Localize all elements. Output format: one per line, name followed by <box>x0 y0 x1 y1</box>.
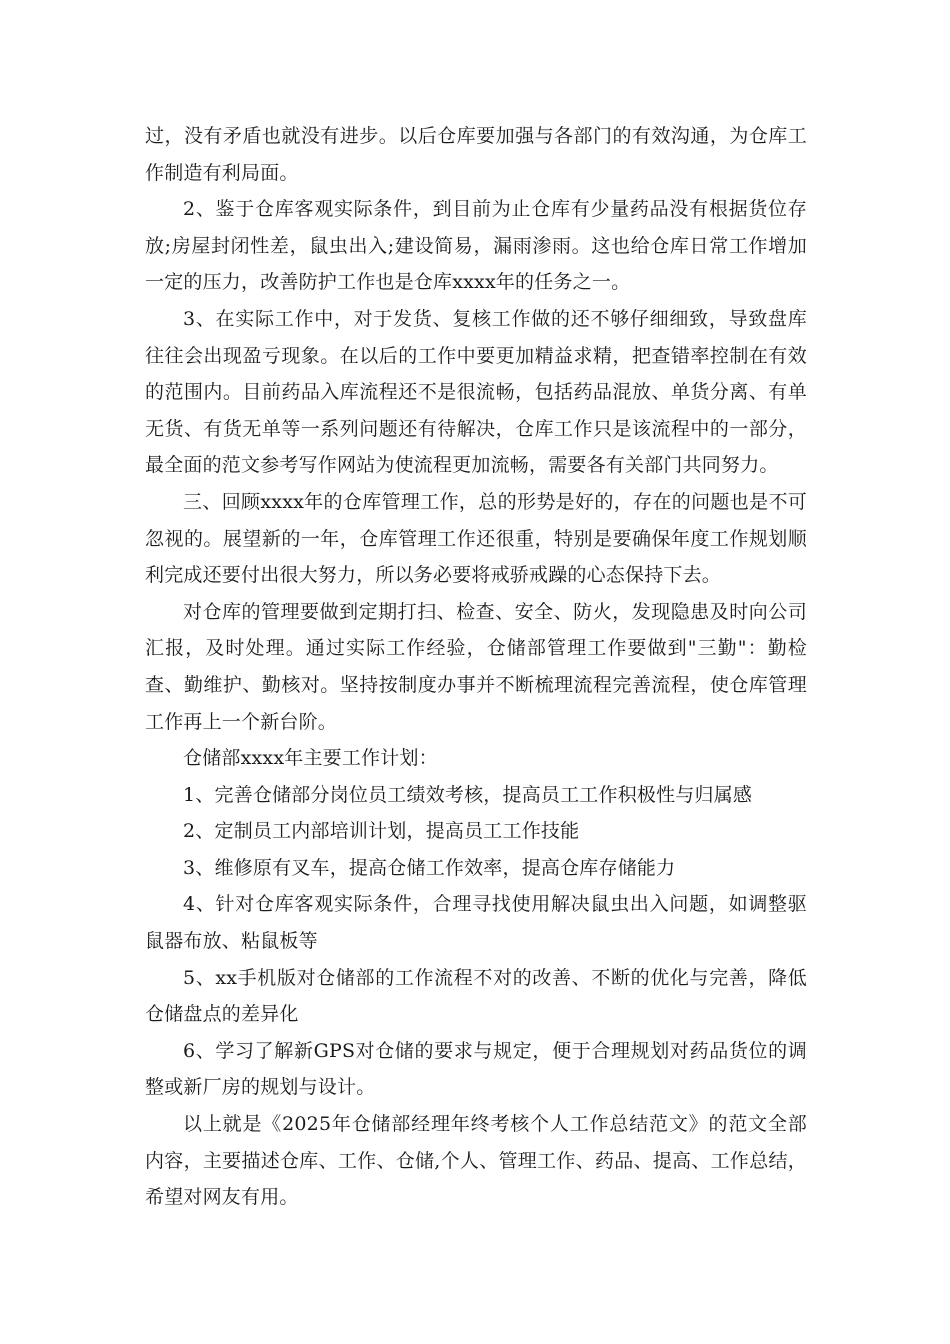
plan-item-1: 1、完善仓储部分岗位员工绩效考核，提高员工工作积极性与归属感 <box>183 783 753 806</box>
paragraph-management: 对仓库的管理要做到定期打扫、检查、安全、防火，发现隐患及时向公司汇报，及时处理。通过实际工作经验，仓储部管理工作要做到"三勤"：勤检查、勤维护、勤核对。坚持按制度办事并不断梳理流程完善流程，使仓库管理工作再上一个新台阶。 <box>145 600 807 733</box>
plan-item-3: 3、维修原有叉车，提高仓储工作效率，提高仓库存储能力 <box>183 856 676 879</box>
document-body <box>145 118 807 1216</box>
closing-paragraph: 以上就是《2025年仓储部经理年终考核个人工作总结范文》的范文全部内容，主要描述仓库、工作、仓储,个人、管理工作、药品、提高、工作总结，希望对网友有用。 <box>145 1113 807 1209</box>
plan-item-6: 6、学习了解新GPS对仓储的要求与规定，便于合理规划对药品货位的调整或新厂房的规划与设计。 <box>145 1039 807 1099</box>
plan-heading: 仓储部xxxx年主要工作计划： <box>183 747 438 770</box>
paragraph-item-2: 2、鉴于仓库客观实际条件，到目前为止仓库有少量药品没有根据货位存放;房屋封闭性差，鼠虫出入;建设简易，漏雨渗雨。这也给仓库日常工作增加一定的压力，改善防护工作也是仓库xxxx年的任务之一。 <box>145 198 807 294</box>
plan-item-5: 5、xx手机版对仓储部的工作流程不对的改善、不断的优化与完善，降低仓储盘点的差异化 <box>145 966 807 1026</box>
paragraph-section-3: 三、回顾xxxx年的仓库管理工作，总的形势是好的，存在的问题也是不可忽视的。展望新的一年，仓库管理工作还很重，特别是要确保年度工作规划顺利完成还要付出很大努力，所以务必要将戒骄戒躁的心态保持下去。 <box>145 490 807 587</box>
paragraph-item-3: 3、在实际工作中，对于发货、复核工作做的还不够仔细细致，导致盘库往往会出现盈亏现象。在以后的工作中要更加精益求精，把查错率控制在有效的范围内。目前药品入库流程还不是很流畅，包括药品混放、单货分离、有单无货、有货无单等一系列问题还有待解决，仓库工作只是该流程中的一部分，最全面的范文参考写作网站为使流程更加流畅，需要各有关部门共同努力。 <box>145 307 807 477</box>
paragraph-continuation: 过，没有矛盾也就没有进步。以后仓库要加强与各部门的有效沟通，为仓库工作制造有利局面。 <box>145 125 807 184</box>
plan-item-2: 2、定制员工内部培训计划，提高员工工作技能 <box>183 820 580 843</box>
plan-item-4: 4、针对仓库客观实际条件，合理寻找使用解决鼠虫出入问题，如调整驱鼠器布放、粘鼠板等 <box>145 893 807 953</box>
